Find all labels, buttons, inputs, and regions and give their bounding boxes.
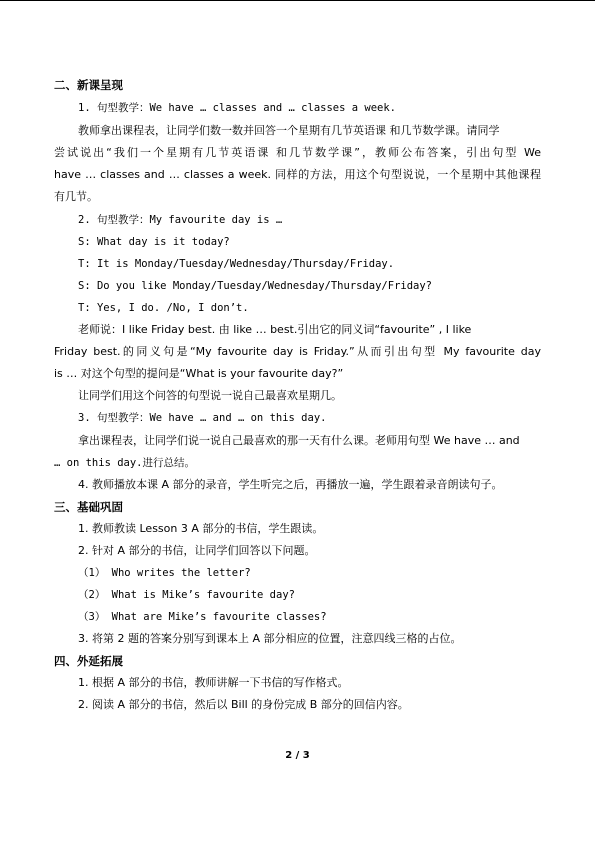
- paragraph-line: 让同学们用这个问答的句型说一说自己最喜欢星期几。: [78, 389, 342, 402]
- paragraph-line: 1. 句型教学：We have … classes and … classes a week.: [78, 102, 397, 114]
- paragraph-line: 2. 句型教学：My favourite day is …: [78, 214, 283, 226]
- dialogue-line: T: Yes, I do. /No, I don’t.: [78, 302, 249, 314]
- paragraph-line: 教师拿出课程表，让同学们数一数并回答一个星期有几节英语课 和几节数学课。请同学: [78, 124, 500, 137]
- list-item: 1. 教师教读 Lesson 3 A 部分的书信，学生跟读。: [78, 522, 324, 535]
- section-heading-extension: 四、外延拓展: [54, 654, 123, 668]
- paragraph-line: 有几节。: [54, 190, 98, 203]
- paragraph-line: 3. 句型教学：We have … and … on this day.: [78, 412, 327, 424]
- list-item: 2. 针对 A 部分的书信，让同学们回答以下问题。: [78, 544, 316, 557]
- paragraph-line: 尝试说出“我们一个星期有几节英语课 和几节数学课”，教师公布答案，引出句型 We: [54, 146, 541, 159]
- section-heading-consolidation: 三、基础巩固: [54, 500, 123, 514]
- section-heading-new-lesson: 二、新课呈现: [54, 78, 123, 92]
- list-item: 1. 根据 A 部分的书信，教师讲解一下书信的写作格式。: [78, 676, 349, 689]
- paragraph-line: 4. 教师播放本课 A 部分的录音，学生听完之后，再播放一遍，学生跟着录音朗读句子。: [78, 478, 503, 491]
- question-item: （2） What is Mike’s favourite day?: [78, 589, 295, 601]
- paragraph-line: Friday best.的同义句是“My favourite day is Friday.”从而引出句型 My favourite day: [54, 345, 541, 358]
- question-item: （1） Who writes the letter?: [78, 567, 251, 579]
- dialogue-line: S: Do you like Monday/Tuesday/Wednesday/Thursday/Friday?: [78, 280, 433, 292]
- paragraph-line: … on this day.进行总结。: [54, 457, 196, 469]
- paragraph-line: 老师说：I like Friday best. 由 like … best.引出它的同义词“favourite” , I like: [78, 323, 472, 336]
- page-number: 2 / 3: [285, 750, 310, 761]
- dialogue-line: T: It is Monday/Tuesday/Wednesday/Thursday/Friday.: [78, 258, 395, 270]
- paragraph-line: 拿出课程表，让同学们说一说自己最喜欢的那一天有什么课。老师用句型 We have … and: [78, 434, 520, 447]
- list-item: 3. 将第 2 题的答案分别写到课本上 A 部分相应的位置，注意四线三格的占位。: [78, 632, 462, 645]
- top-rule: [0, 0, 595, 1]
- dialogue-line: S: What day is it today?: [78, 236, 230, 248]
- list-item: 2. 阅读 A 部分的书信，然后以 Bill 的身份完成 B 部分的回信内容。: [78, 698, 409, 711]
- question-item: （3） What are Mike’s favourite classes?: [78, 611, 327, 623]
- paragraph-line: have … classes and … classes a week. 同样的方法，用这个句型说说，一个星期中其他课程: [54, 168, 541, 181]
- paragraph-line: is … 对这个句型的提问是“What is your favourite day?”: [54, 367, 344, 380]
